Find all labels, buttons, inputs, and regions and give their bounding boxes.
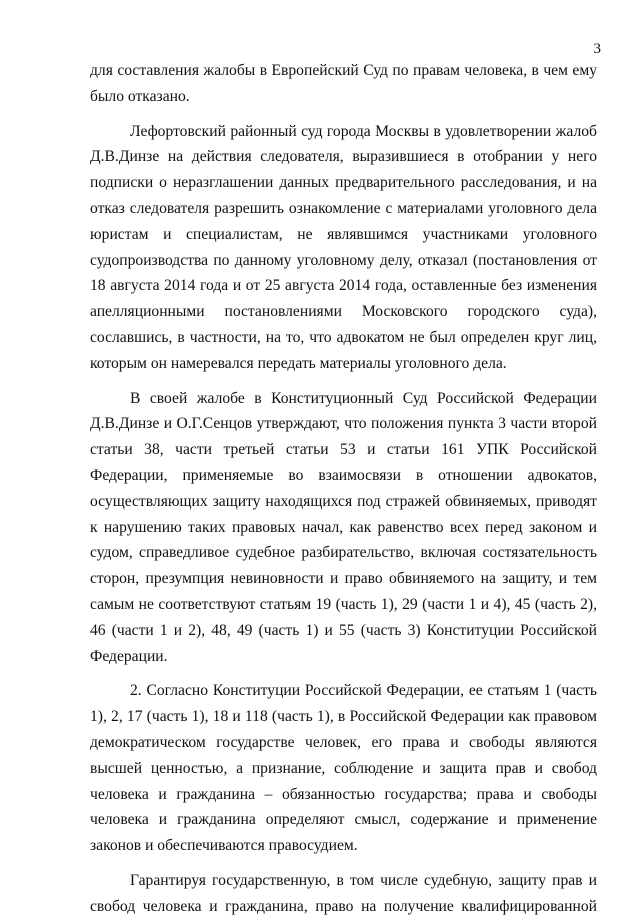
paragraph-continuation: для составления жалобы в Европейский Суд по правам человека, в чем ему было отказано.: [90, 62, 597, 105]
page-number: 3: [593, 41, 601, 57]
document-body: [90, 58, 597, 920]
paragraph-complaint: В своей жалобе в Конституционный Суд Российской Федерации Д.В.Динзе и О.Г.Сенцов утверждают, что положения пункта 3 части второй статьи 38, части третьей статьи 53 и статьи 161 УПК Российской Федерации, применяемые во взаимосвязи в отношении адвокатов, осуществляющих защиту находящихся под стражей обвиняемых, приводят к нарушению таких правовых начал, как равенство всех перед законом и судом, справедливое судебное разбирательство, включая состязательность сторон, презумпция невиновности и право обвиняемого на защиту, и тем самым не соответствуют статьям 19 (часть 1), 29 (части 1 и 4), 45 (часть 2), 46 (части 1 и 2), 48, 49 (часть 1) и 55 (часть 3) Конституции Российской Федерации.: [90, 389, 597, 665]
paragraph-lefortovo-court: Лефортовский районный суд города Москвы в удовлетворении жалоб Д.В.Динзе на действия следователя, выразившиеся в отобрании у него подписки о неразглашении данных предварительного расследования, и на отказ следователя разрешить ознакомление с материалами уголовного дела юристам и специалистам, не являвшимся участниками уголовного судопроизводства по данному уголовному делу, отказал (постановления от 18 августа 2014 года и от 25 августа 2014 года, оставленные без изменения апелляционными постановлениями Московского городского суда), сославшись, в частности, на то, что адвокатом не был определен круг лиц, которым он намеревался передать материалы уголовного дела.: [90, 122, 597, 372]
paragraph-constitution: 2. Согласно Конституции Российской Федерации, ее статьям 1 (часть 1), 2, 17 (часть 1), 18 и 118 (часть 1), в Российской Федерации как правовом демократическом государстве человек, его права и свободы являются высшей ценностью, а признание, соблюдение и защита прав и свобод человека и гражданина – обязанностью государства; права и свободы человека и гражданина определяют смысл, содержание и применение законов и обеспечиваются правосудием.: [90, 682, 597, 855]
paragraph-guarantee: Гарантируя государственную, в том числе судебную, защиту прав и свобод человека и гражданина, право на получение квалифицированной: [90, 871, 597, 915]
